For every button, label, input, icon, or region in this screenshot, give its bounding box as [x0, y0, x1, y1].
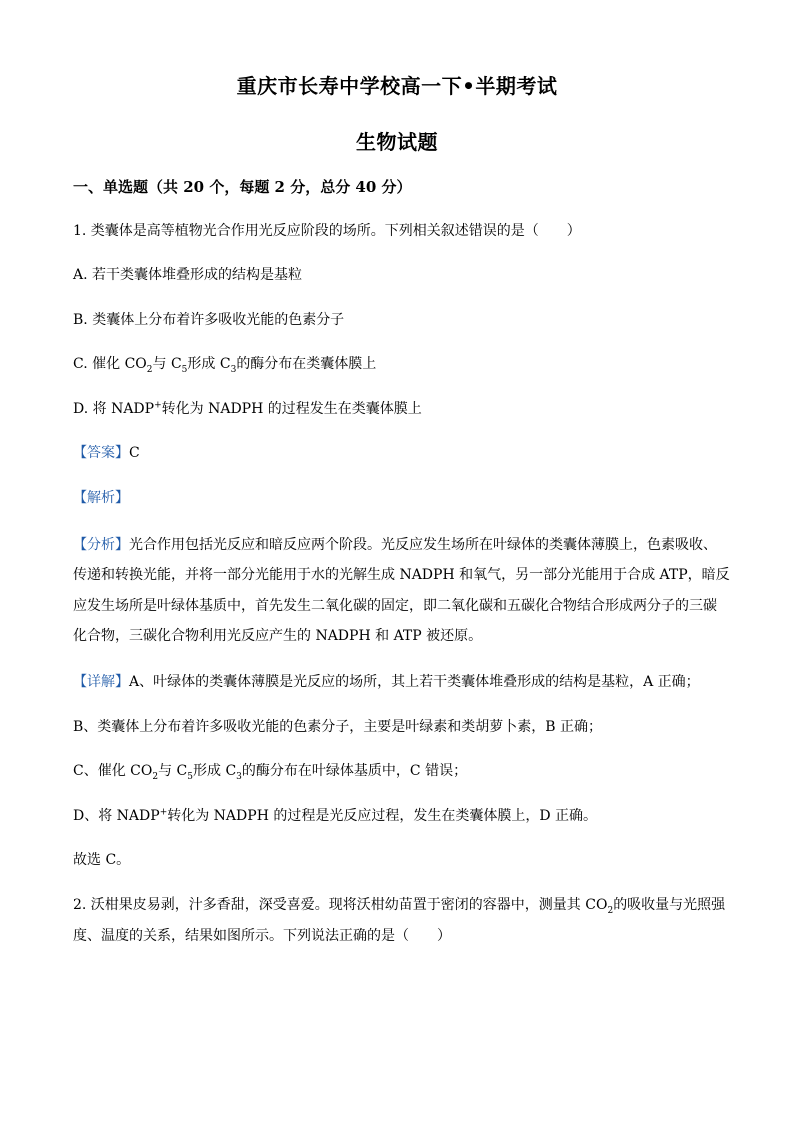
conclusion-line: 故选 C。	[73, 852, 131, 868]
question-1-option-c: C. 催化 $CO_2$与 $C_5$形成 $C_3$的酶分布在类囊体膜上	[73, 356, 377, 375]
answer-tag: 【答案】	[73, 445, 129, 461]
fenxi-line-4: 化合物，三碳化合物利用光反应产生的 NADPH 和 ATP 被还原。	[73, 628, 483, 644]
question-1-option-b: B. 类囊体上分布着许多吸收光能的色素分子	[73, 312, 345, 328]
analysis-tag: 【解析】	[73, 490, 129, 506]
fenxi-line-1: 【分析】光合作用包括光反应和暗反应两个阶段。光反应发生场所在叶绿体的类囊体薄膜上，色素吸收、	[73, 537, 717, 553]
exam-subtitle: 生物试题	[356, 130, 438, 154]
xiangjie-tag: 【详解】	[73, 674, 129, 690]
question-1-option-a: A. 若干类囊体堆叠形成的结构是基粒	[73, 267, 303, 283]
fenxi-line-2: 传递和转换光能，并将一部分光能用于水的光解生成 NADPH 和氧气，另一部分光能用于合成 ATP，暗反	[73, 567, 730, 583]
fenxi-tag: 【分析】	[73, 537, 129, 553]
section-heading: 一、单选题（共 20 个，每题 2 分，总分 40 分）	[73, 178, 412, 196]
question-2-line-1: 2. 沃柑果皮易剥，汁多香甜，深受喜爱。现将沃柑幼苗置于密闭的容器中，测量其 $CO_2$的吸收量与光照强	[73, 897, 726, 916]
answer-line	[73, 444, 723, 462]
question-1-stem: 1. 类囊体是高等植物光合作用光反应阶段的场所。下列相关叙述错误的是（ ）	[73, 223, 581, 239]
exam-title: 重庆市长寿中学校高一下•半期考试	[236, 74, 558, 98]
analysis-heading	[73, 489, 723, 507]
xiangjie-line-b: B、类囊体上分布着许多吸收光能的色素分子，主要是叶绿素和类胡萝卜素，B 正确；	[73, 719, 603, 735]
xiangjie-line-a: 【详解】A、叶绿体的类囊体薄膜是光反应的场所，其上若干类囊体堆叠形成的结构是基粒，A 正确；	[73, 674, 700, 690]
xiangjie-line-d: D、将 NADP+转化为 NADPH 的过程是光反应过程，发生在类囊体膜上，D 正确。	[73, 807, 598, 824]
xiangjie-line-c: C、催化 $CO_2$与 $C_5$形成 $C_3$的酶分布在叶绿体基质中，C 错误；	[73, 763, 468, 782]
fenxi-line-3: 应发生场所是叶绿体基质中，首先发生二氧化碳的固定，即二氧化碳和五碳化合物结合形成两分子的三碳	[73, 598, 717, 614]
question-1-option-d: D. 将 NADP+转化为 NADPH 的过程发生在类囊体膜上	[73, 400, 422, 417]
answer-value: C	[129, 445, 140, 461]
question-2-line-2: 度、温度的关系，结果如图所示。下列说法正确的是（ ）	[73, 928, 451, 944]
